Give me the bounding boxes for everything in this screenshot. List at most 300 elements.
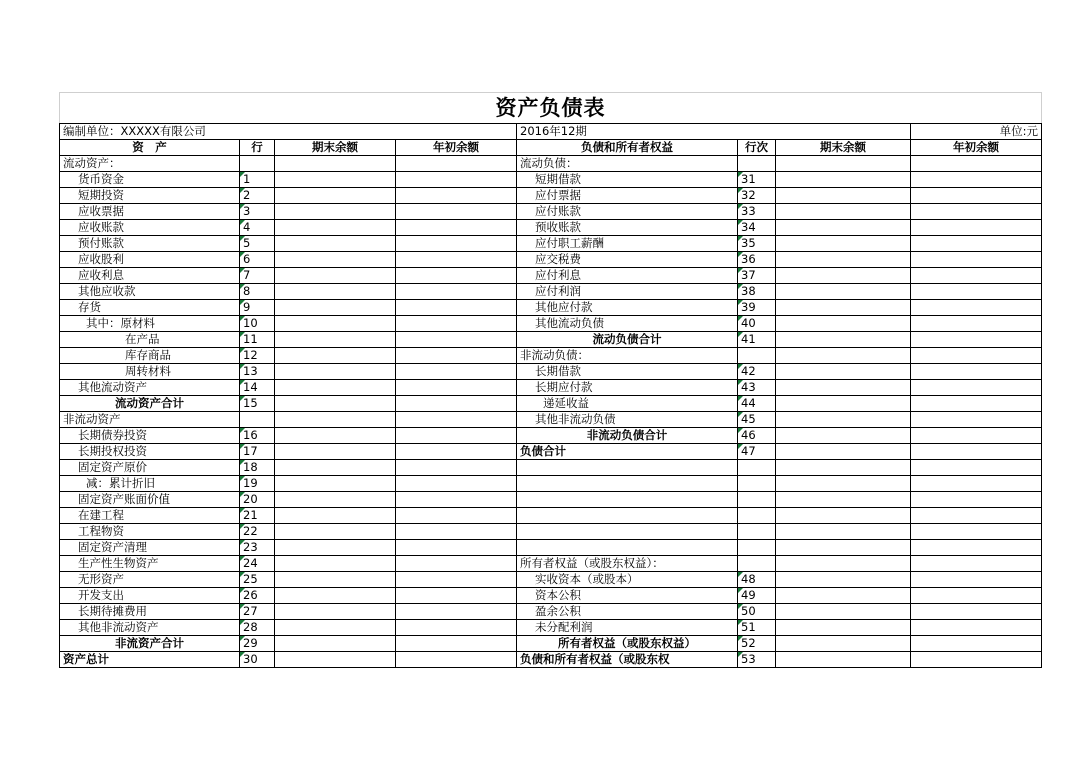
- liability-end-balance-cell[interactable]: [776, 332, 911, 348]
- asset-line-number: 16: [240, 428, 275, 444]
- liability-label: 递延收益: [517, 396, 738, 412]
- liability-line-number: 41: [738, 332, 776, 348]
- liability-begin-balance-cell[interactable]: [911, 412, 1042, 428]
- asset-line-number: 2: [240, 188, 275, 204]
- asset-begin-balance-cell[interactable]: [396, 428, 517, 444]
- asset-begin-balance-cell[interactable]: [396, 476, 517, 492]
- liability-label: [517, 492, 738, 508]
- liability-label: 应付账款: [517, 204, 738, 220]
- asset-end-balance-cell[interactable]: [275, 316, 396, 332]
- table-row: [60, 316, 1042, 332]
- asset-end-balance-cell[interactable]: [275, 220, 396, 236]
- asset-line-number: 9: [240, 300, 275, 316]
- liability-end-balance-cell[interactable]: [776, 636, 911, 652]
- asset-line-number: [240, 156, 275, 172]
- liability-begin-balance-cell[interactable]: [911, 220, 1042, 236]
- asset-begin-balance-cell[interactable]: [396, 188, 517, 204]
- liability-begin-balance-cell[interactable]: [911, 300, 1042, 316]
- liability-end-balance-cell[interactable]: [776, 220, 911, 236]
- asset-end-balance-cell[interactable]: [275, 172, 396, 188]
- asset-label: 其他流动资产: [60, 380, 240, 396]
- liability-begin-balance-cell[interactable]: [911, 652, 1042, 668]
- asset-label: 无形资产: [60, 572, 240, 588]
- liability-line-number: 44: [738, 396, 776, 412]
- asset-line-number: 29: [240, 636, 275, 652]
- asset-label: 减：累计折旧: [60, 476, 240, 492]
- liability-end-balance-cell[interactable]: [776, 572, 911, 588]
- table-row: [60, 236, 1042, 252]
- table-row: [60, 284, 1042, 300]
- liability-label: 其他流动负债: [517, 316, 738, 332]
- report-period: 2016年12期: [517, 124, 911, 140]
- liability-line-number: 43: [738, 380, 776, 396]
- asset-begin-balance-cell[interactable]: [396, 396, 517, 412]
- liability-line-number: [738, 540, 776, 556]
- asset-label: 周转材料: [60, 364, 240, 380]
- asset-end-balance-cell[interactable]: [275, 284, 396, 300]
- liability-end-balance-cell[interactable]: [776, 284, 911, 300]
- liability-label: 短期借款: [517, 172, 738, 188]
- liability-begin-balance-cell[interactable]: [911, 252, 1042, 268]
- liability-begin-balance-cell[interactable]: [911, 364, 1042, 380]
- asset-line-number: 14: [240, 380, 275, 396]
- liability-line-number: 48: [738, 572, 776, 588]
- liability-line-number: 36: [738, 252, 776, 268]
- table-row: [60, 556, 1042, 572]
- asset-begin-balance-cell[interactable]: [396, 380, 517, 396]
- table-row: [60, 380, 1042, 396]
- liability-begin-balance-cell[interactable]: [911, 508, 1042, 524]
- liability-begin-balance-cell[interactable]: [911, 604, 1042, 620]
- liability-line-number: 53: [738, 652, 776, 668]
- asset-line-number: 4: [240, 220, 275, 236]
- table-row: [60, 588, 1042, 604]
- asset-end-balance-cell[interactable]: [275, 300, 396, 316]
- asset-end-balance-cell[interactable]: [275, 204, 396, 220]
- asset-end-balance-cell[interactable]: [275, 604, 396, 620]
- liability-line-number: [738, 348, 776, 364]
- asset-line-number: 20: [240, 492, 275, 508]
- liability-label: 长期应付款: [517, 380, 738, 396]
- asset-end-balance-cell[interactable]: [275, 380, 396, 396]
- asset-line-number: 25: [240, 572, 275, 588]
- liability-label: 应付职工薪酬: [517, 236, 738, 252]
- liability-line-number: 38: [738, 284, 776, 300]
- asset-end-balance-cell[interactable]: [275, 364, 396, 380]
- liability-begin-balance-cell[interactable]: [911, 444, 1042, 460]
- asset-line-number: 23: [240, 540, 275, 556]
- header-line: 行: [240, 140, 275, 156]
- liability-end-balance-cell[interactable]: [776, 396, 911, 412]
- liability-label: 所有者权益（或股东权益）: [517, 636, 738, 652]
- asset-line-number: 27: [240, 604, 275, 620]
- liability-line-number: 45: [738, 412, 776, 428]
- asset-line-number: 10: [240, 316, 275, 332]
- liability-line-number: 42: [738, 364, 776, 380]
- asset-end-balance-cell[interactable]: [275, 588, 396, 604]
- asset-begin-balance-cell[interactable]: [396, 268, 517, 284]
- liability-label: 应付利润: [517, 284, 738, 300]
- asset-label: 在产品: [60, 332, 240, 348]
- header-end-balance-2: 期末余额: [776, 140, 911, 156]
- asset-begin-balance-cell[interactable]: [396, 220, 517, 236]
- liability-end-balance-cell[interactable]: [776, 380, 911, 396]
- asset-label: 库存商品: [60, 348, 240, 364]
- liability-begin-balance-cell[interactable]: [911, 332, 1042, 348]
- liability-begin-balance-cell[interactable]: [911, 524, 1042, 540]
- table-row: [60, 204, 1042, 220]
- table-row: [60, 220, 1042, 236]
- asset-end-balance-cell[interactable]: [275, 236, 396, 252]
- asset-begin-balance-cell[interactable]: [396, 492, 517, 508]
- table-row: [60, 524, 1042, 540]
- asset-line-number: 18: [240, 460, 275, 476]
- asset-label: 其他应收款: [60, 284, 240, 300]
- liability-end-balance-cell[interactable]: [776, 604, 911, 620]
- asset-label: 长期债券投资: [60, 428, 240, 444]
- liability-end-balance-cell[interactable]: [776, 156, 911, 172]
- liability-end-balance-cell[interactable]: [776, 236, 911, 252]
- asset-label: 非流动资产: [60, 412, 240, 428]
- asset-line-number: 11: [240, 332, 275, 348]
- table-row: [60, 540, 1042, 556]
- asset-begin-balance-cell[interactable]: [396, 172, 517, 188]
- liability-begin-balance-cell[interactable]: [911, 380, 1042, 396]
- liability-line-number: [738, 460, 776, 476]
- liability-line-number: 47: [738, 444, 776, 460]
- asset-begin-balance-cell[interactable]: [396, 588, 517, 604]
- asset-label: 应收利息: [60, 268, 240, 284]
- balance-sheet: [59, 92, 1041, 668]
- table-row: [60, 604, 1042, 620]
- asset-end-balance-cell[interactable]: [275, 252, 396, 268]
- asset-end-balance-cell[interactable]: [275, 492, 396, 508]
- liability-begin-balance-cell[interactable]: [911, 316, 1042, 332]
- asset-end-balance-cell[interactable]: [275, 332, 396, 348]
- asset-end-balance-cell[interactable]: [275, 460, 396, 476]
- table-row: [60, 300, 1042, 316]
- asset-label: 资产总计: [60, 652, 240, 668]
- asset-label: 固定资产账面价值: [60, 492, 240, 508]
- table-row: [60, 188, 1042, 204]
- currency-unit: 单位:元: [911, 124, 1042, 140]
- liability-line-number: [738, 556, 776, 572]
- liability-line-number: 33: [738, 204, 776, 220]
- asset-end-balance-cell[interactable]: [275, 412, 396, 428]
- asset-label: 长期待摊费用: [60, 604, 240, 620]
- asset-line-number: 19: [240, 476, 275, 492]
- asset-label: 预付账款: [60, 236, 240, 252]
- asset-begin-balance-cell[interactable]: [396, 252, 517, 268]
- asset-end-balance-cell[interactable]: [275, 524, 396, 540]
- liability-label: 长期借款: [517, 364, 738, 380]
- liability-begin-balance-cell[interactable]: [911, 268, 1042, 284]
- company-name: 编制单位：XXXXX有限公司: [60, 124, 517, 140]
- asset-line-number: 3: [240, 204, 275, 220]
- balance-sheet-table: [59, 92, 1042, 668]
- asset-label: 应收票据: [60, 204, 240, 220]
- liability-label: [517, 508, 738, 524]
- liability-end-balance-cell[interactable]: [776, 492, 911, 508]
- liability-end-balance-cell[interactable]: [776, 476, 911, 492]
- liability-label: 资本公积: [517, 588, 738, 604]
- asset-begin-balance-cell[interactable]: [396, 348, 517, 364]
- table-row: [60, 460, 1042, 476]
- liability-begin-balance-cell[interactable]: [911, 284, 1042, 300]
- asset-label: 短期投资: [60, 188, 240, 204]
- table-row: [60, 620, 1042, 636]
- asset-end-balance-cell[interactable]: [275, 396, 396, 412]
- asset-line-number: 12: [240, 348, 275, 364]
- asset-line-number: 30: [240, 652, 275, 668]
- liability-line-number: 32: [738, 188, 776, 204]
- liability-begin-balance-cell[interactable]: [911, 188, 1042, 204]
- liability-end-balance-cell[interactable]: [776, 364, 911, 380]
- liability-line-number: 52: [738, 636, 776, 652]
- liability-line-number: 31: [738, 172, 776, 188]
- asset-label: 固定资产清理: [60, 540, 240, 556]
- header-begin-balance: 年初余额: [396, 140, 517, 156]
- liability-end-balance-cell[interactable]: [776, 652, 911, 668]
- asset-begin-balance-cell[interactable]: [396, 460, 517, 476]
- asset-begin-balance-cell[interactable]: [396, 412, 517, 428]
- asset-label: 流动资产合计: [60, 396, 240, 412]
- asset-label: 其他非流动资产: [60, 620, 240, 636]
- liability-label: 负债和所有者权益（或股东权: [517, 652, 738, 668]
- asset-label: 非流资产合计: [60, 636, 240, 652]
- asset-begin-balance-cell[interactable]: [396, 300, 517, 316]
- liability-end-balance-cell[interactable]: [776, 524, 911, 540]
- liability-label: 非流动负债合计: [517, 428, 738, 444]
- liability-begin-balance-cell[interactable]: [911, 540, 1042, 556]
- asset-begin-balance-cell[interactable]: [396, 444, 517, 460]
- asset-line-number: 24: [240, 556, 275, 572]
- liability-begin-balance-cell[interactable]: [911, 172, 1042, 188]
- asset-line-number: 28: [240, 620, 275, 636]
- asset-begin-balance-cell[interactable]: [396, 652, 517, 668]
- liability-label: 其他应付款: [517, 300, 738, 316]
- liability-begin-balance-cell[interactable]: [911, 620, 1042, 636]
- asset-end-balance-cell[interactable]: [275, 476, 396, 492]
- asset-label: 存货: [60, 300, 240, 316]
- table-row: [60, 476, 1042, 492]
- asset-end-balance-cell[interactable]: [275, 620, 396, 636]
- liability-end-balance-cell[interactable]: [776, 300, 911, 316]
- asset-label: 固定资产原价: [60, 460, 240, 476]
- asset-end-balance-cell[interactable]: [275, 508, 396, 524]
- header-asset: 资 产: [60, 140, 240, 156]
- asset-begin-balance-cell[interactable]: [396, 508, 517, 524]
- asset-begin-balance-cell[interactable]: [396, 284, 517, 300]
- liability-line-number: 50: [738, 604, 776, 620]
- liability-end-balance-cell[interactable]: [776, 460, 911, 476]
- liability-end-balance-cell[interactable]: [776, 412, 911, 428]
- asset-line-number: 17: [240, 444, 275, 460]
- table-row: [60, 444, 1042, 460]
- table-row: [60, 172, 1042, 188]
- liability-end-balance-cell[interactable]: [776, 188, 911, 204]
- header-begin-balance-2: 年初余额: [911, 140, 1042, 156]
- liability-end-balance-cell[interactable]: [776, 316, 911, 332]
- liability-begin-balance-cell[interactable]: [911, 236, 1042, 252]
- liability-begin-balance-cell[interactable]: [911, 588, 1042, 604]
- asset-label: 货币资金: [60, 172, 240, 188]
- liability-line-number: 46: [738, 428, 776, 444]
- table-row: [60, 636, 1042, 652]
- asset-line-number: 6: [240, 252, 275, 268]
- liability-begin-balance-cell[interactable]: [911, 476, 1042, 492]
- table-row: [60, 396, 1042, 412]
- asset-line-number: 22: [240, 524, 275, 540]
- liability-line-number: [738, 508, 776, 524]
- liability-line-number: 34: [738, 220, 776, 236]
- asset-end-balance-cell[interactable]: [275, 348, 396, 364]
- table-row: [60, 572, 1042, 588]
- asset-label: 应收账款: [60, 220, 240, 236]
- asset-begin-balance-cell[interactable]: [396, 572, 517, 588]
- liability-end-balance-cell[interactable]: [776, 540, 911, 556]
- table-row: [60, 652, 1042, 668]
- asset-end-balance-cell[interactable]: [275, 428, 396, 444]
- liability-line-number: 51: [738, 620, 776, 636]
- table-row: [60, 252, 1042, 268]
- asset-line-number: 5: [240, 236, 275, 252]
- asset-end-balance-cell[interactable]: [275, 156, 396, 172]
- liability-label: 负债合计: [517, 444, 738, 460]
- asset-begin-balance-cell[interactable]: [396, 156, 517, 172]
- liability-label: [517, 524, 738, 540]
- asset-end-balance-cell[interactable]: [275, 636, 396, 652]
- asset-line-number: 13: [240, 364, 275, 380]
- asset-line-number: 15: [240, 396, 275, 412]
- liability-line-number: [738, 492, 776, 508]
- sheet-title: 资产负债表: [60, 93, 1042, 124]
- table-row: [60, 412, 1042, 428]
- liability-end-balance-cell[interactable]: [776, 204, 911, 220]
- asset-end-balance-cell[interactable]: [275, 556, 396, 572]
- liability-end-balance-cell[interactable]: [776, 620, 911, 636]
- liability-begin-balance-cell[interactable]: [911, 428, 1042, 444]
- liability-begin-balance-cell[interactable]: [911, 396, 1042, 412]
- asset-label: 应收股利: [60, 252, 240, 268]
- liability-begin-balance-cell[interactable]: [911, 492, 1042, 508]
- table-row: [60, 348, 1042, 364]
- asset-begin-balance-cell[interactable]: [396, 540, 517, 556]
- asset-begin-balance-cell[interactable]: [396, 636, 517, 652]
- asset-label: 其中：原材料: [60, 316, 240, 332]
- header-end-balance: 期末余额: [275, 140, 396, 156]
- asset-line-number: [240, 412, 275, 428]
- liability-label: [517, 460, 738, 476]
- asset-end-balance-cell[interactable]: [275, 444, 396, 460]
- table-row: [60, 332, 1042, 348]
- liability-end-balance-cell[interactable]: [776, 444, 911, 460]
- asset-begin-balance-cell[interactable]: [396, 620, 517, 636]
- asset-label: 在建工程: [60, 508, 240, 524]
- liability-label: 预收账款: [517, 220, 738, 236]
- table-row: [60, 364, 1042, 380]
- asset-end-balance-cell[interactable]: [275, 540, 396, 556]
- asset-begin-balance-cell[interactable]: [396, 524, 517, 540]
- asset-label: 生产性生物资产: [60, 556, 240, 572]
- asset-label: 流动资产：: [60, 156, 240, 172]
- asset-label: 长期投权投资: [60, 444, 240, 460]
- asset-line-number: 8: [240, 284, 275, 300]
- liability-begin-balance-cell[interactable]: [911, 636, 1042, 652]
- table-row: [60, 492, 1042, 508]
- liability-label: 应交税费: [517, 252, 738, 268]
- asset-end-balance-cell[interactable]: [275, 268, 396, 284]
- liability-begin-balance-cell[interactable]: [911, 348, 1042, 364]
- asset-end-balance-cell[interactable]: [275, 188, 396, 204]
- liability-line-number: 35: [738, 236, 776, 252]
- liability-label: 应付利息: [517, 268, 738, 284]
- asset-begin-balance-cell[interactable]: [396, 364, 517, 380]
- liability-begin-balance-cell[interactable]: [911, 460, 1042, 476]
- liability-label: 流动负债：: [517, 156, 738, 172]
- liability-end-balance-cell[interactable]: [776, 588, 911, 604]
- liability-end-balance-cell[interactable]: [776, 556, 911, 572]
- asset-label: 开发支出: [60, 588, 240, 604]
- liability-end-balance-cell[interactable]: [776, 508, 911, 524]
- asset-begin-balance-cell[interactable]: [396, 316, 517, 332]
- asset-begin-balance-cell[interactable]: [396, 332, 517, 348]
- asset-line-number: 26: [240, 588, 275, 604]
- asset-begin-balance-cell[interactable]: [396, 604, 517, 620]
- asset-begin-balance-cell[interactable]: [396, 204, 517, 220]
- asset-begin-balance-cell[interactable]: [396, 236, 517, 252]
- table-row: [60, 508, 1042, 524]
- liability-line-number: [738, 476, 776, 492]
- liability-line-number: 40: [738, 316, 776, 332]
- table-row: [60, 156, 1042, 172]
- liability-line-number: 39: [738, 300, 776, 316]
- header-liabilities: 负债和所有者权益: [517, 140, 738, 156]
- header-line-2: 行次: [738, 140, 776, 156]
- liability-label: 实收资本（或股本）: [517, 572, 738, 588]
- liability-label: 流动负债合计: [517, 332, 738, 348]
- liability-label: [517, 540, 738, 556]
- liability-end-balance-cell[interactable]: [776, 252, 911, 268]
- asset-line-number: 1: [240, 172, 275, 188]
- liability-label: 盈余公积: [517, 604, 738, 620]
- liability-label: 非流动负债：: [517, 348, 738, 364]
- liability-end-balance-cell[interactable]: [776, 348, 911, 364]
- liability-begin-balance-cell[interactable]: [911, 156, 1042, 172]
- asset-end-balance-cell[interactable]: [275, 572, 396, 588]
- liability-label: 其他非流动负债: [517, 412, 738, 428]
- asset-label: 工程物资: [60, 524, 240, 540]
- liability-label: 应付票据: [517, 188, 738, 204]
- asset-begin-balance-cell[interactable]: [396, 556, 517, 572]
- asset-line-number: 21: [240, 508, 275, 524]
- liability-end-balance-cell[interactable]: [776, 172, 911, 188]
- table-row: [60, 268, 1042, 284]
- liability-begin-balance-cell[interactable]: [911, 556, 1042, 572]
- liability-begin-balance-cell[interactable]: [911, 572, 1042, 588]
- table-row: [60, 428, 1042, 444]
- liability-line-number: 49: [738, 588, 776, 604]
- liability-begin-balance-cell[interactable]: [911, 204, 1042, 220]
- liability-line-number: [738, 524, 776, 540]
- liability-label: [517, 476, 738, 492]
- liability-end-balance-cell[interactable]: [776, 268, 911, 284]
- asset-line-number: 7: [240, 268, 275, 284]
- liability-label: 所有者权益（或股东权益）：: [517, 556, 738, 572]
- asset-end-balance-cell[interactable]: [275, 652, 396, 668]
- liability-end-balance-cell[interactable]: [776, 428, 911, 444]
- liability-label: 未分配利润: [517, 620, 738, 636]
